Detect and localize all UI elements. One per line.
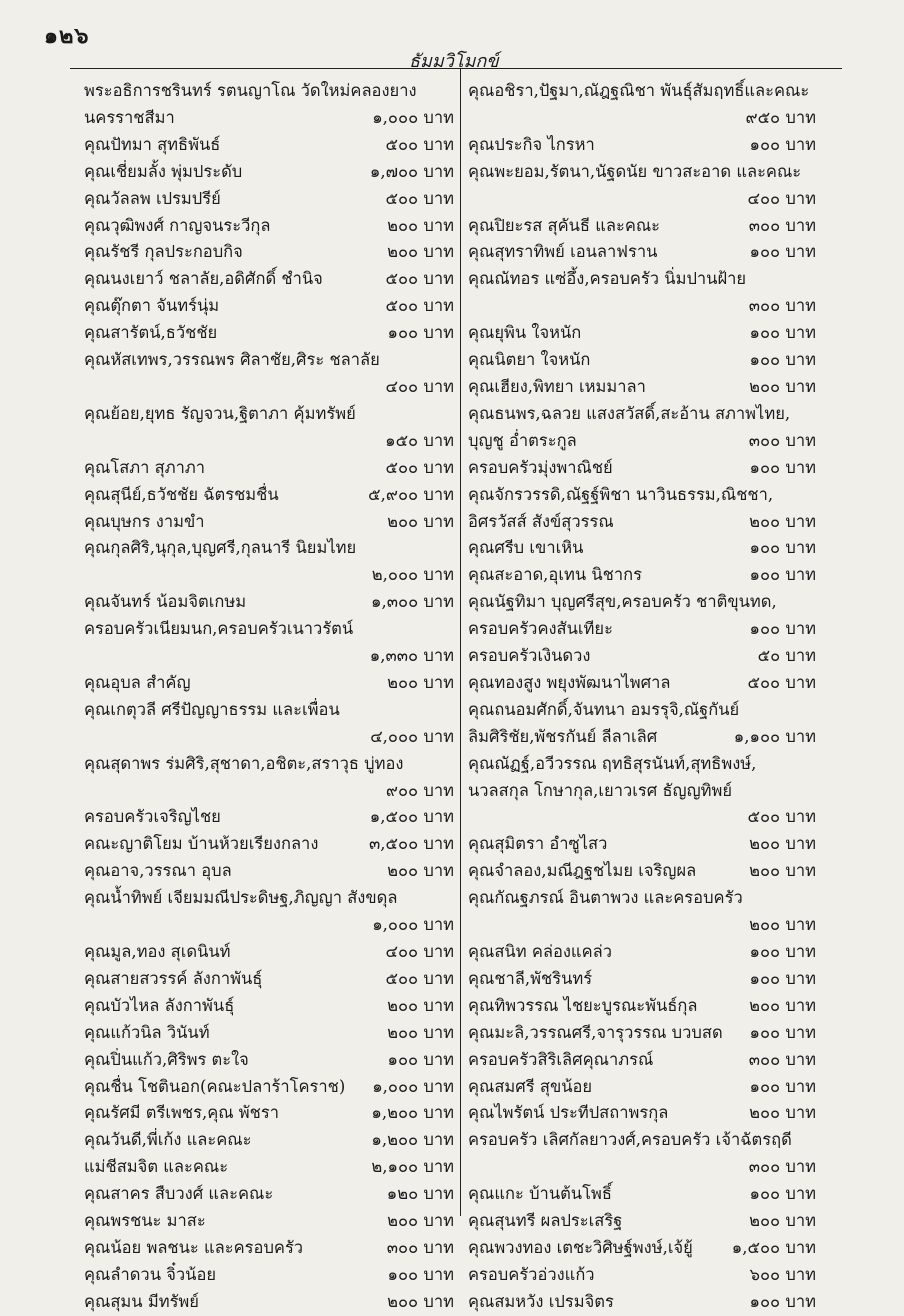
donation-amount: ๒๐๐ บาท: [749, 376, 816, 396]
donation-amount: ๑,๕๐๐ บาท: [369, 807, 454, 827]
donor-name: คุณมูล,ทอง สุเดนินท์: [84, 942, 231, 961]
donor-name: คุณเชี่ยมลั้ง พุ่มประดับ: [84, 161, 243, 181]
donor-entry: [84, 1074, 454, 1101]
donor-name: คุณวัลลพ เปรมปรีย์: [84, 188, 221, 208]
donor-name: คุณไพรัตน์ ประทีปสถาพรกุล: [468, 1103, 669, 1123]
donor-name: คุณปัทมา สุทธิพันธ์: [84, 134, 221, 154]
donation-amount: ๑๐๐ บาท: [749, 323, 816, 343]
donor-entry: [468, 1127, 816, 1181]
donation-amount: ๑๐๐ บาท: [749, 1291, 816, 1311]
donor-name: คุณอาจ,วรรณา อุบล: [84, 861, 232, 881]
donor-entry: [468, 778, 816, 832]
donation-amount: ๕,๙๐๐ บาท: [368, 484, 454, 504]
donor-name: ครอบครัว เลิศกัลยาวงศ์,ครอบครัว เจ้าฉัตรฤดี: [468, 1130, 792, 1150]
donor-entry: [84, 293, 454, 320]
donor-name: พระอธิการชรินทร์ รตนญาโณ วัดใหม่คลองยาง: [84, 81, 417, 100]
donor-entry: [468, 535, 816, 562]
donation-amount: ๔๐๐ บาท: [385, 376, 454, 396]
donor-name: ครอบครัวมุ่งพาณิชย์: [468, 457, 613, 477]
donation-amount: ๕๐๐ บาท: [385, 296, 454, 316]
donation-amount: ๒๐๐ บาท: [749, 861, 816, 881]
donor-entry: [468, 885, 816, 939]
donor-entry: [84, 320, 454, 347]
donation-amount: ๒๐๐ บาท: [749, 834, 816, 854]
donor-entry: [468, 724, 816, 751]
donation-amount: ๓,๕๐๐ บาท: [368, 834, 454, 854]
donation-amount: ๑๐๐ บาท: [749, 538, 816, 558]
donor-name: คุณอุบล สำคัญ: [84, 672, 191, 692]
donation-amount: ๔,๐๐๐ บาท: [370, 726, 454, 746]
donor-name: คุณยุพิน ใจหนัก: [468, 323, 582, 343]
donation-amount: ๑๐๐ บาท: [749, 1184, 816, 1204]
donor-name: คุณสารัตน์,ธวัชชัย: [84, 323, 218, 343]
donor-entry: [84, 535, 454, 589]
donor-entry: [468, 751, 816, 778]
donation-amount: ๑๐๐ บาท: [749, 1076, 816, 1096]
donation-amount: ๕๐ บาท: [757, 646, 816, 666]
donor-name: ครอบครัวอ่วงแก้ว: [468, 1264, 595, 1284]
donor-name: คุณบุษกร งามขำ: [84, 511, 205, 531]
donor-entry: [468, 455, 816, 482]
donation-amount: ๓๐๐ บาท: [748, 430, 816, 450]
donor-name: คุณสมศรี สุขน้อย: [468, 1076, 593, 1096]
donation-amount: ๒๐๐ บาท: [749, 1103, 816, 1123]
donor-name: คุณนงเยาว์ ชลาลัย,อดิศักดิ์ ชำนิจ: [84, 269, 323, 289]
donation-amount: ๓๐๐ บาท: [748, 1157, 816, 1177]
donor-name: คุณสมหวัง เปรมจิตร: [468, 1291, 614, 1311]
donor-name: คุณลำดวน จิ๋วน้อย: [84, 1264, 217, 1284]
donor-entry: [468, 616, 816, 643]
donor-entry: [84, 670, 454, 697]
donation-amount: ๒๐๐ บาท: [387, 511, 454, 531]
donation-amount: ๓๐๐ บาท: [386, 1237, 454, 1257]
donation-amount: ๒๐๐ บาท: [387, 672, 454, 692]
donor-entry: [468, 1020, 816, 1047]
donor-entry: [84, 1100, 454, 1127]
donor-entry: [84, 885, 454, 939]
donation-amount: ๑๐๐ บาท: [387, 1049, 454, 1069]
donation-amount: ๑๐๐ บาท: [749, 457, 816, 477]
donor-name: ครอบครัวเจริญไชย: [84, 807, 221, 827]
donor-name: คุณสายสวรรค์ ลังกาพันธุ์: [84, 968, 263, 988]
donation-amount: ๒๐๐ บาท: [387, 1291, 454, 1311]
donation-amount: ๑๐๐ บาท: [749, 942, 816, 961]
donation-amount: ๑๐๐ บาท: [749, 968, 816, 988]
donor-entry: [468, 670, 816, 697]
donation-amount: ๒๐๐ บาท: [387, 1211, 454, 1231]
donor-name: คุณตุ๊กตา จันทร์นุ่ม: [84, 296, 220, 316]
donor-name: บุญชู อ่ำตระกูล: [468, 430, 577, 450]
donation-amount: ๕๐๐ บาท: [385, 457, 454, 477]
donation-amount: ๑๐๐ บาท: [387, 1264, 454, 1284]
donor-entry: [468, 239, 816, 266]
donor-entry: [84, 1127, 454, 1154]
donor-name: คุณทิพวรรณ ไชยะบูรณะพันธ์กุล: [468, 995, 698, 1015]
donation-amount: ๒๐๐ บาท: [749, 1211, 816, 1231]
donor-name: คุณปิ่นแก้ว,ศิริพร ตะใจ: [84, 1049, 249, 1069]
donation-amount: ๑๐๐ บาท: [749, 242, 816, 262]
donor-entry: [468, 266, 816, 320]
donor-entry: [84, 1181, 454, 1208]
donor-entry: [468, 1262, 816, 1289]
donation-amount: ๙๕๐ บาท: [745, 107, 816, 127]
donation-amount: ๑๐๐ บาท: [387, 323, 454, 343]
donor-entry: [468, 347, 816, 374]
donation-amount: ๕๐๐ บาท: [747, 672, 816, 692]
donor-entry: [84, 1047, 454, 1074]
donor-entry: [84, 266, 454, 293]
donor-name: คุณเกตุวลี ศรีปัญญาธรรม และเพื่อน: [84, 699, 340, 719]
donor-name: คุณณัทอร แซ่อึ้ง,ครอบครัว นิ่มปานฝ้าย: [468, 269, 747, 289]
donation-amount: ๑,๐๐๐ บาท: [372, 915, 454, 935]
left-donor-column: [84, 78, 454, 1316]
donor-entry: [468, 213, 816, 240]
donor-entry: [468, 1235, 816, 1262]
donor-name: นครราชสีมา: [84, 107, 175, 127]
donation-amount: ๒,๑๐๐ บาท: [371, 1157, 454, 1177]
donor-name: คุณอชิรา,ปัฐมา,ณัฎฐณิชา พันธุ์สัมฤทธิ์และคณะ: [468, 81, 810, 100]
donor-entry: [468, 643, 816, 670]
donor-name: คุณพะยอม,รัตนา,นัฐดนัย ขาวสะอาด และคณะ: [468, 161, 802, 181]
column-divider: [460, 68, 461, 1216]
donor-entry: [84, 105, 454, 132]
donor-name: คุณบัวไหล ลังกาพันธุ์: [84, 995, 235, 1015]
donor-entry: [468, 939, 816, 966]
donor-entry: [468, 1100, 816, 1127]
donation-amount: ๑๐๐ บาท: [749, 619, 816, 639]
donor-entry: [468, 697, 816, 724]
donor-entry: [84, 239, 454, 266]
donor-entry: [468, 993, 816, 1020]
donor-entry: [468, 482, 816, 509]
donor-entry: [84, 939, 454, 966]
donor-entry: [84, 401, 454, 455]
donor-name: นวลสกุล โกษากุล,เยาวเรศ ธัญญทิพย์: [468, 780, 733, 800]
donor-entry: [84, 1154, 454, 1181]
donation-amount: ๑,๑๐๐ บาท: [733, 726, 816, 746]
donor-name: คุณณัฏฐ์,อวีวรรณ ฤทธิสุรนันท์,สุทธิพงษ์,: [468, 753, 757, 773]
donation-amount: ๒๐๐ บาท: [387, 861, 454, 881]
donor-entry: [84, 132, 454, 159]
donation-amount: ๑,๕๐๐ บาท: [731, 1237, 816, 1257]
donor-entry: [468, 1181, 816, 1208]
donor-name: ครอบครัวเงินดวง: [468, 646, 591, 666]
donation-amount: ๑,๓๓๐ บาท: [369, 646, 454, 666]
donor-entry: [468, 1289, 816, 1316]
donor-name: คุณธนพร,ฉลวย แสงสวัสดิ์,สะอ้าน สภาพไทย,: [468, 403, 791, 423]
donor-name: คุณโสภา สุภาภา: [84, 457, 206, 477]
donor-entry: [84, 993, 454, 1020]
donor-name: คุณพรชนะ มาสะ: [84, 1211, 206, 1231]
donor-name: คุณแกะ บ้านต้นโพธิ์: [468, 1184, 612, 1204]
donor-name: คุณรัศมี ตรีเพชร,คุณ พัชรา: [84, 1103, 279, 1123]
donor-entry: [468, 428, 816, 455]
donation-amount: ๑,๐๐๐ บาท: [372, 107, 454, 127]
donor-name: คุณปิยะรส สุคันธี และคณะ: [468, 215, 661, 235]
running-head: ธัมมวิโมกข์: [409, 51, 499, 72]
donation-amount: ๑,๓๐๐ บาท: [371, 592, 454, 612]
donor-entry: [468, 589, 816, 616]
right-donor-column: [468, 78, 816, 1316]
donor-entry: [84, 1208, 454, 1235]
donation-amount: ๑,๐๐๐ บาท: [372, 1076, 454, 1096]
donation-amount: ๑,๒๐๐ บาท: [371, 1130, 454, 1150]
donor-entry: [84, 589, 454, 616]
donor-entry: [84, 1235, 454, 1262]
donor-name: คุณสุดาพร ร่มศิริ,สุชาดา,อชิตะ,สราวุธ บู่ทอง: [84, 753, 404, 773]
donor-name: ครอบครัวสิริเลิศคุณาภรณ์: [468, 1049, 654, 1069]
donor-name: คุณจักรวรรดิ,ณัฐฐ์พิชา นาวินธรรม,ณิชชา,: [468, 484, 774, 504]
donor-entry: [468, 831, 816, 858]
donor-name: คุณพวงทอง เตชะวิศิษฐ์พงษ์,เจ้ยู้: [468, 1237, 693, 1257]
donor-name: ครอบครัวคงสันเทียะ: [468, 619, 613, 639]
donor-name: คุณชาลี,พัชรินทร์: [468, 968, 593, 988]
donor-entry: [468, 1047, 816, 1074]
donor-entry: [84, 1289, 454, 1316]
donor-name: คุณนิตยา ใจหนัก: [468, 350, 591, 370]
donor-name: คุณสุนีย์,ธวัชชัย ฉัตรชมชื่น: [84, 484, 279, 504]
donor-name: คุณกัณฐภรณ์ อินตาพวง และครอบครัว: [468, 888, 743, 908]
donor-entry: [468, 132, 816, 159]
donor-entry: [468, 1208, 816, 1235]
donor-name: คณะญาติโยม บ้านห้วยเรียงกลาง: [84, 834, 319, 854]
donation-amount: ๑๐๐ บาท: [749, 134, 816, 154]
donor-entry: [84, 697, 454, 751]
donor-name: คุณสุมิตรา อำซูไสว: [468, 834, 608, 854]
donor-name: คุณน้อย พลชนะ และครอบครัว: [84, 1237, 304, 1257]
donor-entry: [84, 804, 454, 831]
donation-amount: ๒๐๐ บาท: [387, 215, 454, 235]
donor-entry: [84, 616, 454, 670]
donor-entry: [84, 751, 454, 805]
header-rule: [70, 68, 842, 69]
donation-amount: ๒๐๐ บาท: [749, 511, 816, 531]
donor-entry: [84, 858, 454, 885]
donor-entry: [84, 1262, 454, 1289]
donor-entry: [84, 831, 454, 858]
donor-entry: [468, 374, 816, 401]
donor-name: คุณน้ำทิพย์ เจียมมณีประดิษฐ,ภิญญา สังขดุล: [84, 888, 398, 908]
donor-entry: [84, 213, 454, 240]
donation-amount: ๑๐๐ บาท: [749, 565, 816, 585]
donor-name: คุณสะอาด,อุเทน นิชากร: [468, 565, 642, 585]
donation-amount: ๕๐๐ บาท: [747, 807, 816, 827]
donor-name: คุณหัสเทพร,วรรณพร ศิลาชัย,ศิระ ชลาลัย: [84, 350, 380, 370]
donation-amount: ๕๐๐ บาท: [385, 269, 454, 289]
donor-name: ลิมศิริชัย,พัชรกันย์ ลีลาเลิศ: [468, 726, 658, 746]
donor-name: อิศรวัสส์ สังข์สุวรรณ: [468, 511, 614, 531]
donor-entry: [84, 1020, 454, 1047]
donor-name: คุณวันดี,พี่เก้ง และคณะ: [84, 1130, 252, 1150]
donor-entry: [468, 509, 816, 536]
donor-entry: [84, 482, 454, 509]
donor-name: แม่ชีสมจิต และคณะ: [84, 1157, 229, 1177]
donation-amount: ๕๐๐ บาท: [385, 968, 454, 988]
donor-entry: [468, 966, 816, 993]
donor-entry: [84, 966, 454, 993]
donor-name: คุณจำลอง,มณีฎฐชไมย เจริญผล: [468, 861, 697, 881]
donor-name: ครอบครัวเนียมนก,ครอบครัวเนาวรัตน์: [84, 619, 354, 639]
donation-amount: ๕๐๐ บาท: [385, 134, 454, 154]
donor-entry: [84, 509, 454, 536]
donor-name: คุณจันทร์ น้อมจิตเกษม: [84, 592, 247, 612]
donor-name: คุณรัชรี กุลประกอบกิจ: [84, 242, 243, 262]
donation-amount: ๓๐๐ บาท: [748, 215, 816, 235]
donor-entry: [468, 562, 816, 589]
donor-entry: [468, 858, 816, 885]
donation-amount: ๑,๗๐๐ บาท: [369, 161, 454, 181]
donation-amount: ๑๐๐ บาท: [749, 350, 816, 370]
donor-entry: [84, 159, 454, 186]
donation-amount: ๒๐๐ บาท: [387, 242, 454, 262]
donor-name: คุณศรีบ เขาเหิน: [468, 538, 584, 558]
donor-name: คุณประกิจ ไกรหา: [468, 134, 595, 154]
donor-name: คุณเฮียง,พิทยา เหมมาลา: [468, 376, 646, 396]
donor-name: คุณสุทราทิพย์ เอนลาฟราน: [468, 242, 658, 262]
donor-entry: [468, 159, 816, 213]
donation-amount: ๒๐๐ บาท: [387, 1022, 454, 1042]
donor-name: คุณสาคร สืบวงศ์ และคณะ: [84, 1184, 274, 1204]
donor-entry: [468, 320, 816, 347]
donor-name: คุณย้อย,ยุทธ รัญจวน,ฐิตาภา คุ้มทรัพย์: [84, 403, 356, 423]
page-number: ๑๒๖: [44, 23, 90, 49]
donation-amount: ๔๐๐ บาท: [747, 188, 816, 208]
donor-name: คุณถนอมศักดิ์,จันทนา อมรรุจิ,ณัฐกันย์: [468, 699, 740, 719]
donation-amount: ๑๐๐ บาท: [749, 1022, 816, 1042]
donation-amount: ๓๐๐ บาท: [748, 296, 816, 316]
donor-name: คุณมะลิ,วรรณศรี,จารุวรรณ บวบสด: [468, 1022, 723, 1042]
donation-amount: ๑๒๐ บาท: [386, 1184, 454, 1204]
donation-amount: ๒,๐๐๐ บาท: [371, 565, 454, 585]
donation-amount: ๒๐๐ บาท: [749, 995, 816, 1015]
donor-name: คุณชื่น โชตินอก(คณะปลาร้าโคราช): [84, 1076, 346, 1096]
donor-entry: [468, 401, 816, 428]
donor-name: คุณสนิท คล่องแคล่ว: [468, 942, 612, 961]
donation-amount: ๖๐๐ บาท: [749, 1264, 816, 1284]
donor-entry: [84, 347, 454, 401]
donor-name: คุณแก้วนิล วินันท์: [84, 1022, 210, 1042]
donor-entry: [468, 1074, 816, 1101]
donation-amount: ๑๕๐ บาท: [385, 430, 454, 450]
donor-name: คุณนัฐทิมา บุญศรีสุข,ครอบครัว ชาติขุนทด,: [468, 592, 777, 612]
donation-amount: ๔๐๐ บาท: [385, 942, 454, 961]
donor-name: คุณสุนทรี ผลประเสริฐ: [468, 1211, 623, 1231]
donor-entry: [84, 455, 454, 482]
donor-name: คุณวุฒิพงศ์ กาญจนระวีกุล: [84, 215, 271, 235]
donation-amount: ๙๐๐ บาท: [385, 780, 454, 800]
donation-amount: ๒๐๐ บาท: [387, 995, 454, 1015]
donor-name: คุณทองสูง พยุงพัฒนาไพศาล: [468, 672, 671, 692]
donation-amount: ๒๐๐ บาท: [749, 915, 816, 935]
donor-entry: [468, 78, 816, 132]
donor-name: คุณกุลศิริ,นุกุล,บุญศรี,กุลนารี นิยมไทย: [84, 538, 357, 558]
donation-amount: ๑,๒๐๐ บาท: [371, 1103, 454, 1123]
donor-entry: [84, 186, 454, 213]
donor-name: คุณสุมน มีทรัพย์: [84, 1291, 199, 1311]
donation-amount: ๓๐๐ บาท: [748, 1049, 816, 1069]
donor-entry: [84, 78, 454, 105]
donation-amount: ๕๐๐ บาท: [385, 188, 454, 208]
